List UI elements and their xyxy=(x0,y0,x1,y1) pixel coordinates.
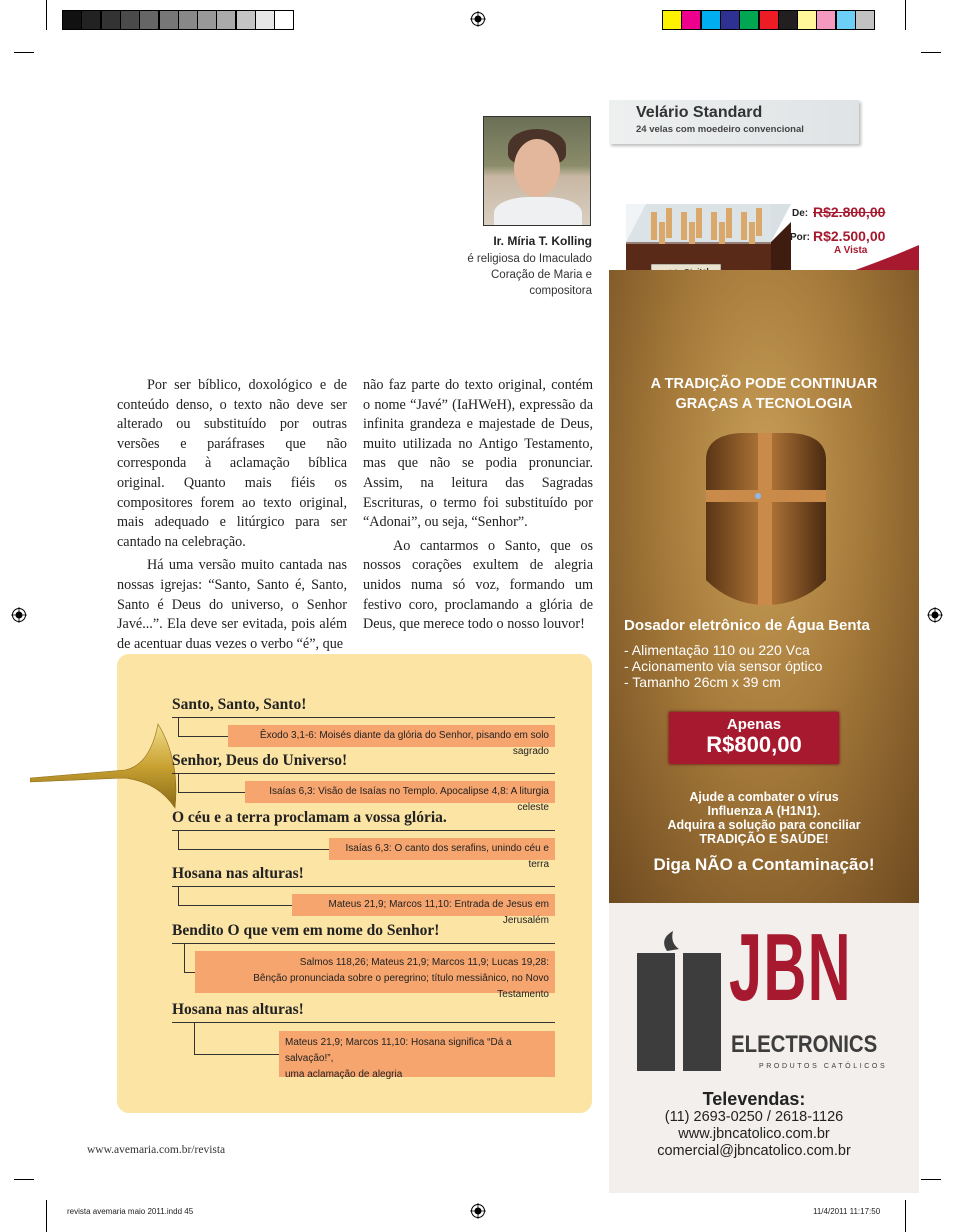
gray-swatch xyxy=(236,10,256,30)
crop-mark xyxy=(921,1179,941,1180)
reference-line: Salmos 118,26; Mateus 21,9; Marcos 11,9; Lucas 19,28: xyxy=(299,957,549,968)
article-column-2 xyxy=(363,376,593,635)
device-features xyxy=(624,642,822,690)
price-new-label: Por: xyxy=(790,232,810,243)
scripture-reference xyxy=(245,781,555,813)
brand-tagline: PRODUTOS CATÓLICOS xyxy=(759,1063,888,1070)
ad-slogan: Diga NÃO a Contaminação! xyxy=(653,855,875,874)
color-swatch xyxy=(797,10,817,30)
phrase-underline xyxy=(172,773,555,774)
sanctus-phrase: Senhor, Deus do Universo! xyxy=(172,752,348,769)
device-title: Dosador eletrônico de Água Benta xyxy=(624,617,870,634)
color-swatch xyxy=(701,10,721,30)
sanctus-phrase: Hosana nas alturas! xyxy=(172,1001,304,1018)
jbn-logo-icon xyxy=(637,929,727,1071)
author-name: Ir. Míria T. Kolling xyxy=(493,234,592,248)
ad-headline xyxy=(609,374,919,414)
sanctus-phrase: Santo, Santo, Santo! xyxy=(172,696,307,713)
gray-swatch xyxy=(159,10,179,30)
gray-swatch xyxy=(81,10,101,30)
scripture-reference xyxy=(292,894,555,926)
reference-line: uma aclamação de alegria xyxy=(285,1069,403,1080)
color-swatch xyxy=(855,10,875,30)
phrase-underline xyxy=(172,717,555,718)
product-subtitle: 24 velas com moedeiro convencional xyxy=(636,124,804,135)
color-swatch xyxy=(681,10,701,30)
reference-line: Mateus 21,9; Marcos 11,10: Entrada de Jesus em Jerusalém xyxy=(328,899,549,926)
crop-mark xyxy=(921,52,941,53)
gray-swatch xyxy=(178,10,198,30)
price-box xyxy=(669,712,839,764)
gray-swatch xyxy=(101,10,121,30)
connector-line xyxy=(194,1023,195,1054)
brand-subtitle: ELECTRONICS xyxy=(731,1031,878,1058)
article-column-1 xyxy=(117,376,347,654)
gray-swatch xyxy=(216,10,236,30)
connector-line xyxy=(178,774,179,792)
dispenser-image xyxy=(701,430,831,610)
gray-swatch xyxy=(139,10,159,30)
ad-brand-section xyxy=(609,903,919,1193)
help-line: Ajude a combater o vírus xyxy=(689,790,839,804)
contact-title: Televendas: xyxy=(702,1089,806,1109)
help-line: Influenza A (H1N1). xyxy=(707,804,821,818)
gray-swatch xyxy=(255,10,275,30)
registration-mark-icon xyxy=(11,607,27,623)
footer-url: www.avemaria.com.br/revista xyxy=(87,1144,226,1156)
crop-mark xyxy=(46,0,47,30)
scripture-reference xyxy=(228,725,555,757)
registration-mark-icon xyxy=(470,11,486,27)
color-swatch xyxy=(720,10,740,30)
price-old-label: De: xyxy=(792,208,809,219)
author-description xyxy=(442,251,592,299)
reference-line: Isaías 6,3: O canto dos serafins, unindo céu e terra xyxy=(345,843,549,870)
crop-mark xyxy=(14,1179,34,1180)
brand-name: JBN xyxy=(729,914,852,1021)
reference-line: Êxodo 3,1-6: Moisés diante da glória do Senhor, pisando em solo sagrado xyxy=(259,730,549,757)
color-swatch xyxy=(739,10,759,30)
crop-mark xyxy=(905,1200,906,1232)
gray-swatch xyxy=(274,10,294,30)
ad-help-text xyxy=(609,790,919,846)
phrase-underline xyxy=(172,1022,555,1023)
slug-left: revista avemaria maio 2011.indd 45 xyxy=(67,1207,194,1216)
paragraph: Por ser bíblico, doxológico e de conteúdo denso, o texto não deve ser alterado ou substituído por outras versões e paráfrases que não corresponda à aclamação bíblica original. Quanto mais fiéis os compositores forem ao texto original, mais adequado e litúrgico para ser cantado na celebração. xyxy=(117,377,347,550)
feature-item: - Tamanho 26cm x 39 cm xyxy=(624,674,781,690)
paragraph: Ao cantarmos o Santo, que os nossos corações exultem de alegria unidos numa só voz, formando um festivo coro, proclamando a glória de Deus, que merece todo o nosso louvor! xyxy=(363,537,593,633)
help-line: TRADIÇÃO E SAÚDE! xyxy=(699,832,829,846)
reference-line: Mateus 21,9; Marcos 11,10: Hosana significa “Dá a salvação!”, xyxy=(285,1037,512,1064)
connector-line xyxy=(178,718,179,736)
color-swatch xyxy=(759,10,779,30)
author-desc-line: é religiosa do Imaculado xyxy=(467,253,592,265)
price-new: R$2.500,00 xyxy=(813,228,886,244)
connector-line xyxy=(178,849,329,850)
feature-item: - Acionamento via sensor óptico xyxy=(624,658,823,674)
registration-mark-icon xyxy=(927,607,943,623)
author-photo xyxy=(483,116,591,226)
price-box-value: R$800,00 xyxy=(706,732,802,757)
connector-line xyxy=(194,1054,279,1055)
advertisement xyxy=(609,100,919,1193)
price-old: R$2.800,00 xyxy=(813,204,886,220)
crop-mark xyxy=(46,1200,47,1232)
reference-line: Bênção pronunciada sobre o peregrino; título messiânico, no Novo Testamento xyxy=(253,973,549,1000)
product-title: Velário Standard xyxy=(636,104,763,121)
gray-swatch xyxy=(197,10,217,30)
connector-line xyxy=(178,887,179,905)
sanctus-phrase: Hosana nas alturas! xyxy=(172,865,304,882)
contact-phone: (11) 2693-0250 / 2618-1126 xyxy=(664,1109,844,1125)
author-desc-line: Coração de Maria e xyxy=(491,269,592,281)
crop-mark xyxy=(905,0,906,30)
help-line: Adquira a solução para conciliar xyxy=(667,818,861,832)
color-swatch xyxy=(816,10,836,30)
contact-email[interactable]: comercial@jbncatolico.com.br xyxy=(657,1143,851,1159)
sanctus-phrase: Bendito O que vem em nome do Senhor! xyxy=(172,922,440,939)
color-swatch xyxy=(836,10,856,30)
headline-line: GRAÇAS A TECNOLOGIA xyxy=(675,396,853,412)
phrase-underline xyxy=(172,886,555,887)
phrase-underline xyxy=(172,943,555,944)
connector-line xyxy=(178,905,292,906)
connector-line xyxy=(178,831,179,849)
connector-line xyxy=(184,944,185,972)
author-desc-line: compositora xyxy=(529,285,592,297)
scripture-reference xyxy=(329,838,555,870)
paragraph: Há uma versão muito cantada nas nossas igrejas: “Santo, Santo é, Santo, Santo é Deus do universo, o Senhor Javé...”. Ela deve ser evitada, pois além de acentuar duas vezes o verbo “é”, que xyxy=(117,557,347,652)
scripture-reference xyxy=(195,951,555,1000)
gray-swatch xyxy=(62,10,82,30)
reference-line: Isaías 6,3: Visão de Isaías no Templo. Apocalipse 4,8: A liturgia celeste xyxy=(269,786,549,813)
price-box-label: Apenas xyxy=(726,716,782,733)
color-swatch xyxy=(662,10,682,30)
paragraph: não faz parte do texto original, contém o nome “Javé” (IaHWeH), expressão da infinita grandeza e majestade de Deus, muito utilizada no Antigo Testamento, mas que não se podia pronunciar. Assim, na leitura das Sagradas Escrituras, o termo foi substituído por “Adonai”, ou seja, “Senhor”. xyxy=(363,377,593,531)
ad-gold-section xyxy=(609,270,919,903)
registration-mark-icon xyxy=(470,1203,486,1219)
contact-info xyxy=(609,1109,899,1160)
product-tag xyxy=(609,100,859,144)
feature-item: - Alimentação 110 ou 220 Vca xyxy=(624,642,810,658)
color-swatch xyxy=(778,10,798,30)
price-note: A Vista xyxy=(834,245,868,256)
gray-swatch xyxy=(120,10,140,30)
sanctus-phrase: O céu e a terra proclamam a vossa glória. xyxy=(172,809,447,826)
headline-line: A TRADIÇÃO PODE CONTINUAR xyxy=(650,376,878,392)
scripture-reference xyxy=(279,1031,555,1080)
slug-right: 11/4/2011 11:17:50 xyxy=(813,1207,881,1216)
connector-line xyxy=(178,792,245,793)
contact-website[interactable]: www.jbncatolico.com.br xyxy=(678,1126,830,1142)
crop-mark xyxy=(14,52,34,53)
connector-line xyxy=(178,736,228,737)
phrase-underline xyxy=(172,830,555,831)
connector-line xyxy=(184,972,195,973)
